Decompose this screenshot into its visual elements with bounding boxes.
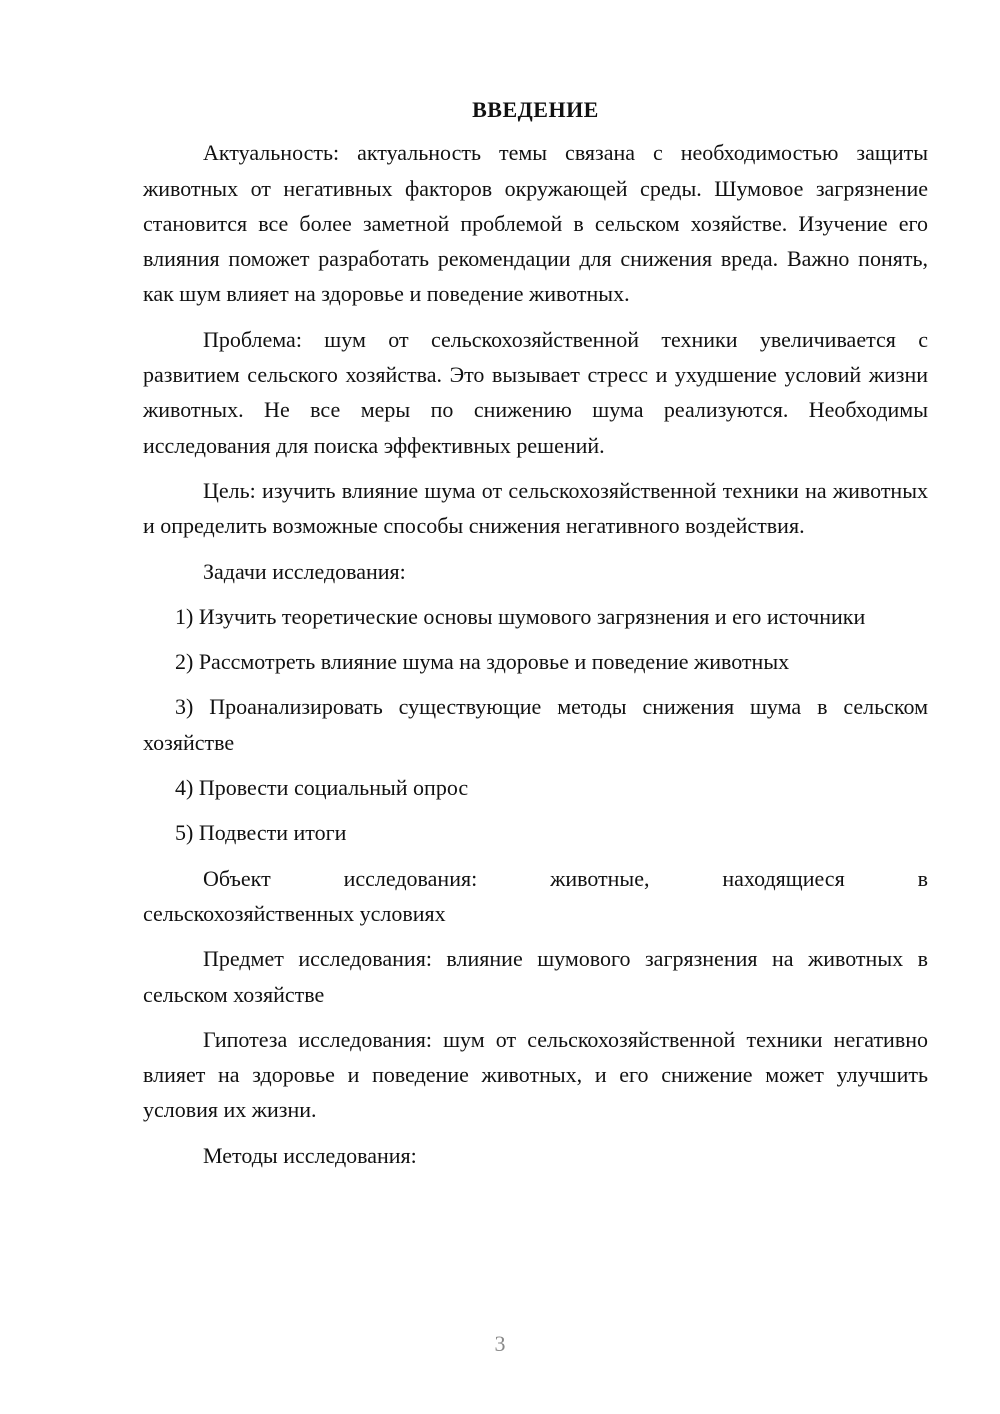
task-item-5: 5) Подвести итоги <box>175 820 347 846</box>
task-item-2: 2) Рассмотреть влияние шума на здоровье и поведение животных <box>175 649 790 675</box>
problem-paragraph: Проблема: шум от сельскохозяйственной техники увеличивается с развитием сельского хозяйства. Это вызывает стресс и ухудшение условий жизни животных. Не все меры по снижению шума реализуются. Необходимы исследования для поиска эффективных решений. <box>143 326 928 458</box>
methods-title: Методы исследования: <box>203 1142 417 1168</box>
hypothesis-paragraph: Гипотеза исследования: шум от сельскохозяйственной техники негативно влияет на здоровье и поведение животных, и его снижение может улучшить условия их жизни. <box>143 1026 928 1123</box>
subject-paragraph: Предмет исследования: влияние шумового загрязнения на животных в сельском хозяйстве <box>143 946 928 1007</box>
object-paragraph <box>143 861 928 932</box>
task-item-3: 3) Проанализировать существующие методы снижения шума в сельском хозяйстве <box>143 694 928 755</box>
page-content <box>143 92 928 1183</box>
object-line-2: сельскохозяйственных условиях <box>143 900 446 926</box>
object-line-1: Объект исследования: животные, находящиеся в <box>203 865 928 891</box>
goal-paragraph: Цель: изучить влияние шума от сельскохозяйственной техники на животных и определить возможные способы снижения негативного воздействия. <box>143 477 928 539</box>
section-heading: ВВЕДЕНИЕ <box>472 97 599 122</box>
tasks-title: Задачи исследования: <box>203 558 406 584</box>
relevance-paragraph: Актуальность: актуальность темы связана с необходимостью защиты животных от негативных факторов окружающей среды. Шумовое загрязнение становится все более заметной проблемой в сельском хозяйстве. Изучение его влияния поможет разработать рекомендации для снижения вреда. Важно понять, как шум влияет на здоровье и поведение животных. <box>143 140 928 307</box>
page-number: 3 <box>494 1331 506 1356</box>
task-item-4: 4) Провести социальный опрос <box>175 775 469 801</box>
task-item-1: 1) Изучить теоретические основы шумового загрязнения и его источники <box>175 603 866 629</box>
